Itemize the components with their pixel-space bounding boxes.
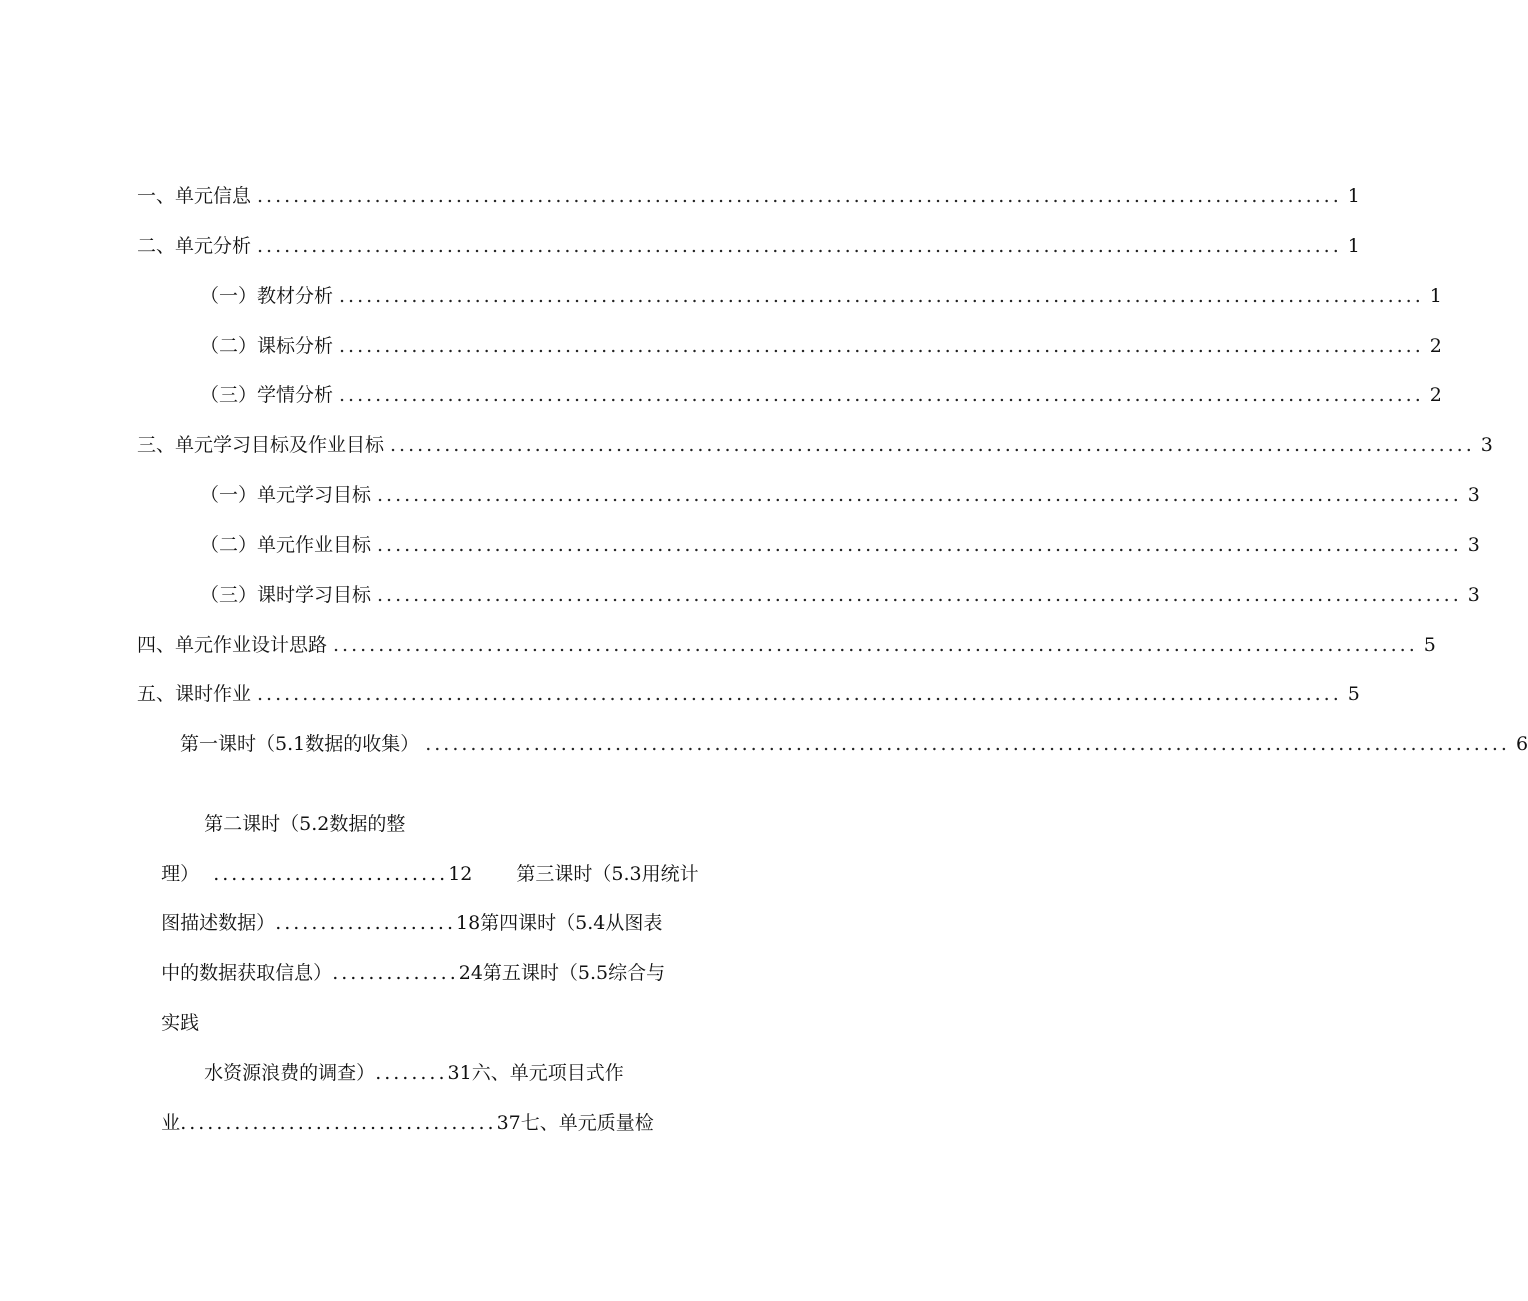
toc-page-number: 5 (1347, 683, 1360, 705)
toc-leader-dots: .................... (275, 912, 456, 934)
toc-entry-lesson-homework[interactable] (137, 679, 1360, 709)
toc-entry-unit-info[interactable] (137, 181, 1360, 211)
toc-entry-title: （三）课时学习目标 (200, 584, 372, 606)
toc-entry-title: （一）单元学习目标 (200, 484, 372, 506)
toc-leader-dots (390, 430, 1475, 460)
toc-leader-dots (257, 679, 1342, 709)
toc-entry-title: 四、单元作业设计思路 (137, 634, 328, 656)
toc-flow-text: 第三课时（5.3用统计 (516, 863, 699, 885)
toc-entry-title: 第一课时（5.1数据的收集） (180, 733, 420, 755)
toc-leader-dots (425, 729, 1510, 759)
toc-leader-dots (257, 181, 1342, 211)
toc-entry-unit-learning-goals[interactable] (200, 480, 1480, 510)
toc-leader-dots: .......................... (213, 863, 449, 885)
toc-page-number: 3 (1480, 434, 1493, 456)
toc-leader-dots: ................................... (180, 1112, 497, 1134)
toc-leader-dots (339, 281, 1424, 311)
toc-flow-text: 第二课时（5.2数据的整 (204, 813, 406, 835)
toc-page-number: 1 (1347, 185, 1360, 207)
toc-page-number: 1 (1429, 285, 1442, 307)
toc-page-number: 1 (1347, 235, 1360, 257)
toc-leader-dots (339, 331, 1424, 361)
toc-entry-title: 一、单元信息 (137, 185, 252, 207)
toc-flow-text: 水资源浪费的调查） (204, 1062, 376, 1084)
toc-flow-text: 24第五课时（5.5综合与 (458, 962, 666, 984)
toc-flow-line-3[interactable] (137, 878, 777, 934)
toc-entry-curriculum-analysis[interactable] (200, 331, 1442, 361)
toc-flow-text: 31六、单元项目式作 (447, 1062, 624, 1084)
toc-entry-textbook-analysis[interactable] (200, 281, 1442, 311)
toc-flow-line-6[interactable] (180, 1028, 780, 1084)
toc-entry-learning-and-homework-goals[interactable] (137, 430, 1493, 460)
toc-flow-text: 中的数据获取信息） (161, 962, 333, 984)
toc-page-number: 2 (1429, 335, 1442, 357)
toc-leader-dots (377, 480, 1462, 510)
toc-flow-text: 业 (161, 1112, 181, 1134)
toc-entry-title: 五、课时作业 (137, 683, 252, 705)
toc-flow-text: 理） (161, 863, 200, 885)
toc-flow-line-4[interactable] (137, 928, 777, 984)
toc-leader-dots (377, 580, 1462, 610)
toc-leader-dots (377, 530, 1462, 560)
toc-flow-text: 图描述数据） (161, 912, 276, 934)
toc-entry-lesson-1[interactable] (180, 729, 1528, 759)
toc-entry-title: （一）教材分析 (200, 285, 334, 307)
toc-flow-line-1[interactable] (180, 779, 406, 835)
toc-leader-dots (339, 380, 1424, 410)
toc-page-number: 3 (1467, 534, 1480, 556)
toc-flow-text: 37七、单元质量检 (496, 1112, 654, 1134)
toc-flow-line-2[interactable] (137, 829, 777, 885)
toc-leader-dots: .............. (332, 962, 459, 984)
toc-flow-text: 实践 (161, 1012, 200, 1034)
toc-leader-dots: ........ (375, 1062, 448, 1084)
toc-flow-text: 18第四课时（5.4从图表 (455, 912, 663, 934)
toc-flow-line-7[interactable] (137, 1078, 777, 1134)
toc-entry-title: 二、单元分析 (137, 235, 252, 257)
toc-page-number: 12 (448, 863, 473, 885)
toc-page-number: 2 (1429, 384, 1442, 406)
toc-leader-dots (333, 630, 1418, 660)
toc-page-number: 6 (1515, 733, 1528, 755)
toc-flow-line-5[interactable] (137, 978, 200, 1034)
toc-entry-student-analysis[interactable] (200, 380, 1442, 410)
toc-entry-homework-design-ideas[interactable] (137, 630, 1436, 660)
toc-entry-title: （二）单元作业目标 (200, 534, 372, 556)
toc-entry-lesson-learning-goals[interactable] (200, 580, 1480, 610)
toc-page-number: 3 (1467, 584, 1480, 606)
toc-entry-title: （二）课标分析 (200, 335, 334, 357)
toc-page-number: 5 (1423, 634, 1436, 656)
toc-leader-dots (257, 231, 1342, 261)
toc-entry-title: 三、单元学习目标及作业目标 (137, 434, 385, 456)
toc-entry-unit-homework-goals[interactable] (200, 530, 1480, 560)
toc-entry-unit-analysis[interactable] (137, 231, 1360, 261)
toc-entry-title: （三）学情分析 (200, 384, 334, 406)
toc-page-number: 3 (1467, 484, 1480, 506)
